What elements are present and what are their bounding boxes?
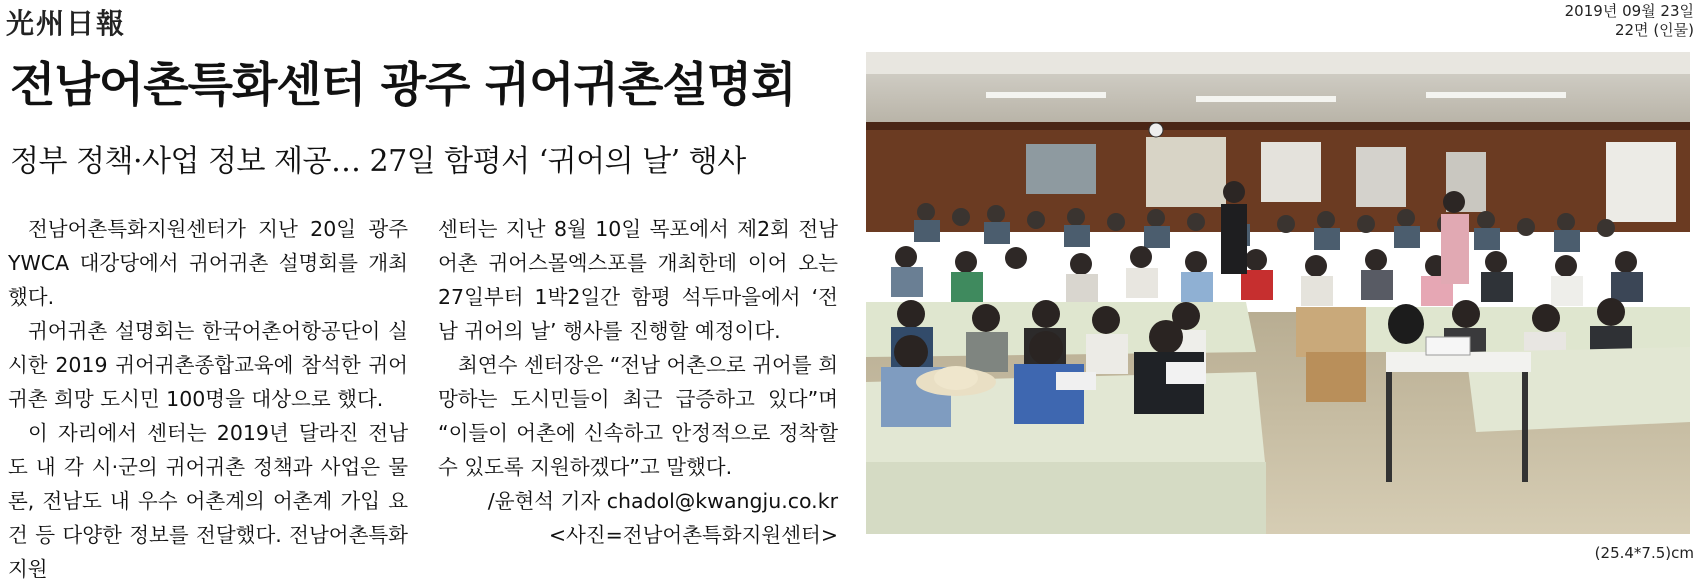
paragraph: 최연수 센터장은 “전남 어촌으로 귀어를 희망하는 도시민들이 최근 급증하고 있다”며 “이들이 어촌에 신속하고 안정적으로 정착할 수 있도록 지원하겠다”고 말했다. <box>438 353 838 479</box>
paragraph: 전남어촌특화지원센터가 지난 20일 광주 YWCA 대강당에서 귀어귀촌 설명회를 개최했다. <box>8 217 408 309</box>
dateline <box>1565 2 1694 40</box>
newspaper-masthead: 光州日報 <box>6 7 127 40</box>
paragraph: 이 자리에서 센터는 2019년 달라진 전남도 내 각 시·군의 귀어귀촌 정책과 사업은 물론, 전남도 내 우수 어촌계의 어촌계 가입 요건 등 다양한 정보를 전달했다. 전남어촌특화지원 <box>8 421 408 581</box>
article-subhead: 정부 정책·사업 정보 제공… 27일 함평서 ‘귀어의 날’ 행사 <box>10 144 746 179</box>
article-column-1 <box>8 212 408 586</box>
seminar-photo <box>866 52 1690 534</box>
page-number: 22면 (인물) <box>1614 21 1694 39</box>
byline: /윤현석 기자 chadol@kwangju.co.kr <box>487 489 838 513</box>
publication-date: 2019년 09월 23일 <box>1564 2 1694 20</box>
paragraph: 귀어귀촌 설명회는 한국어촌어항공단이 실시한 2019 귀어귀촌종합교육에 참석한 귀어 귀촌 희망 도시민 100명을 대상으로 했다. <box>8 319 408 411</box>
photo-credit: <사진=전남어촌특화지원센터> <box>548 523 838 547</box>
article-headline: 전남어촌특화센터 광주 귀어귀촌설명회 <box>10 58 796 113</box>
clip-size: (25.4*7.5)cm <box>1594 544 1694 562</box>
article-column-2 <box>438 212 838 552</box>
paragraph: 센터는 지난 8월 10일 목포에서 제2회 전남어촌 귀어스몰엑스포를 개최한데 이어 오는 27일부터 1박2일간 함평 석두마을에서 ‘전남 귀어의 날’ 행사를 진행할 예정이다. <box>438 217 838 343</box>
